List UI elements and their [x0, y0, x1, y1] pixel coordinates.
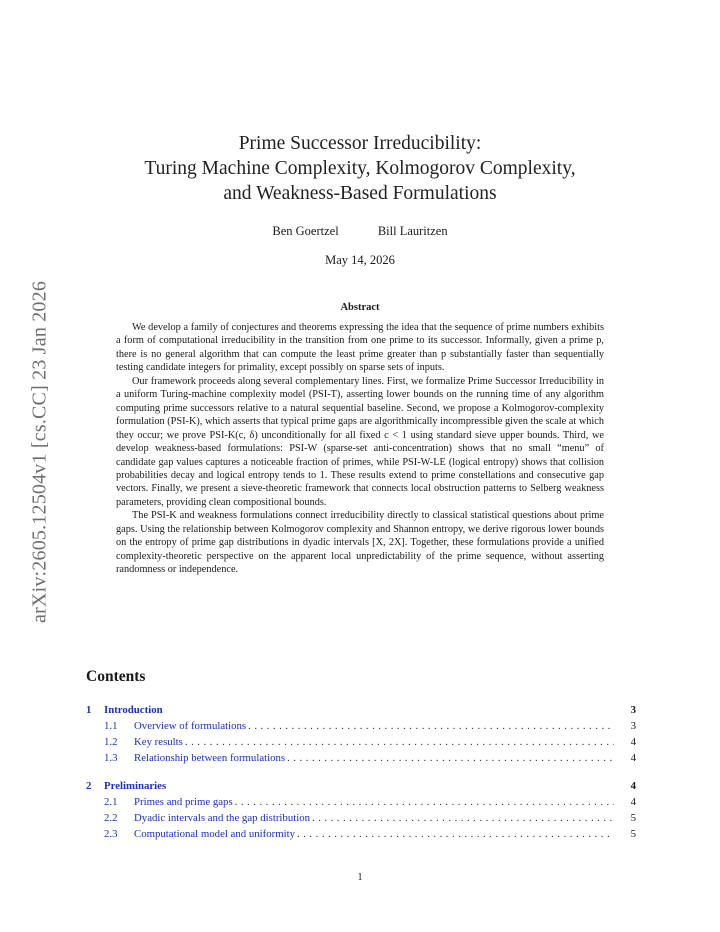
publication-date: May 14, 2026 — [325, 253, 395, 267]
toc-page-number: 4 — [630, 752, 636, 764]
toc-leader-dots — [287, 750, 614, 766]
toc-leader-dots — [248, 718, 614, 734]
author-name: Ben Goertzel — [272, 224, 339, 238]
toc-section-label[interactable]: Introduction — [104, 704, 163, 716]
abstract-paragraph: The PSI-K and weakness formulations connect irreducibility directly to classical statistical questions about prime gaps. Using the relationship between Kolmogorov complexity and Shannon entropy, we derive rigorous lower bounds on the entropy of prime gap distributions in dyadic intervals [X, 2X]. Together, these formulations provide a unified complexity-theoretic perspective on the apparent local unpredictability of the prime sequence, without asserting randomness or independence. — [116, 510, 604, 576]
toc-subsection[interactable] — [86, 794, 636, 810]
toc-page-number: 5 — [630, 812, 636, 824]
toc-section-number: 2 — [86, 780, 92, 792]
abstract-body — [116, 321, 604, 577]
abstract-heading: Abstract — [340, 302, 380, 313]
toc-subsection-label[interactable]: Key results — [134, 736, 183, 748]
toc-subsection-number: 1.3 — [104, 752, 118, 764]
toc-subsection[interactable] — [86, 718, 636, 734]
toc-page-number: 4 — [630, 736, 636, 748]
toc-subsection-number: 2.2 — [104, 812, 118, 824]
toc-page-number: 3 — [630, 704, 636, 716]
toc-section-label[interactable]: Preliminaries — [104, 780, 167, 792]
toc-leader-dots — [185, 734, 614, 750]
toc-section-number: 1 — [86, 704, 92, 716]
toc-subsection-label[interactable]: Relationship between formulations — [134, 752, 286, 764]
toc-subsection[interactable] — [86, 810, 636, 826]
title-line: Prime Successor Irreducibility: — [238, 133, 482, 154]
author-list — [0, 224, 720, 239]
paper-title — [0, 131, 720, 206]
toc-page-number: 3 — [630, 720, 636, 732]
contents-heading: Contents — [86, 668, 146, 685]
toc-section-introduction[interactable] — [86, 702, 636, 718]
toc-subsection-label[interactable]: Overview of formulations — [134, 720, 247, 732]
toc-leader-dots — [312, 810, 614, 826]
title-line: and Weakness-Based Formulations — [223, 183, 497, 204]
page-number: 1 — [357, 872, 363, 883]
toc-subsection-label[interactable]: Primes and prime gaps — [134, 796, 233, 808]
toc-subsection-number: 2.3 — [104, 828, 118, 840]
title-line: Turing Machine Complexity, Kolmogorov Complexity, — [144, 158, 576, 179]
arxiv-identifier: arXiv:2605.12504v1 [cs.CC] 23 Jan 2026 — [28, 281, 51, 624]
toc-subsection-number: 2.1 — [104, 796, 118, 808]
abstract-paragraph: Our framework proceeds along several complementary lines. First, we formalize Prime Successor Irreducibility in a uniform Turing-machine complexity model (PSI-T), asserting lower bounds on the running time of any algorithm computing prime successors relative to a natural sequential baseline. Second, we propose a Kolmogorov-complexity formulation (PSI-K), which asserts that typical prime gaps are algorithmically incompressible given the scale at which they occur; we prove PSI-K(c, δ) unconditionally for all fixed c < 1 using standard sieve upper bounds. Third, we develop weakness-based formulations: PSI-W (sparse-set anti-concentration) shows that no small “menu” of candidate gap values captures a noticeable fraction of primes, while PSI-W-LE (logical entropy) shows that collision probabilities decay and logical entropy tends to 1. These results extend to prime constellations and consecutive gap vectors. Finally, we present a sieve-theoretic framework that connects local obstruction patterns to Selberg weakness parameters, providing clean compositional bounds. — [116, 375, 604, 508]
table-of-contents — [86, 702, 636, 842]
toc-page-number: 5 — [630, 828, 636, 840]
abstract-paragraph: We develop a family of conjectures and theorems expressing the idea that the sequence of prime numbers exhibits a form of computational irreducibility in the transition from one prime to its successor. Informally, given a prime p, there is no general algorithm that can compute the least prime greater than p substantially faster than sequentially testing candidate integers for primality, except possibly on sparse sets of inputs. — [116, 322, 604, 374]
toc-subsection-number: 1.1 — [104, 720, 118, 732]
toc-leader-dots — [235, 794, 614, 810]
toc-subsection[interactable] — [86, 826, 636, 842]
toc-page-number: 4 — [630, 796, 636, 808]
toc-subsection-number: 1.2 — [104, 736, 118, 748]
toc-subsection[interactable] — [86, 750, 636, 766]
toc-leader-dots — [297, 826, 614, 842]
toc-page-number: 4 — [630, 780, 636, 792]
toc-section-preliminaries[interactable] — [86, 778, 636, 794]
author-name: Bill Lauritzen — [377, 224, 448, 238]
toc-subsection-label[interactable]: Computational model and uniformity — [134, 828, 296, 840]
toc-subsection-label[interactable]: Dyadic intervals and the gap distribution — [134, 812, 311, 824]
toc-spacer — [86, 766, 636, 778]
toc-subsection[interactable] — [86, 734, 636, 750]
